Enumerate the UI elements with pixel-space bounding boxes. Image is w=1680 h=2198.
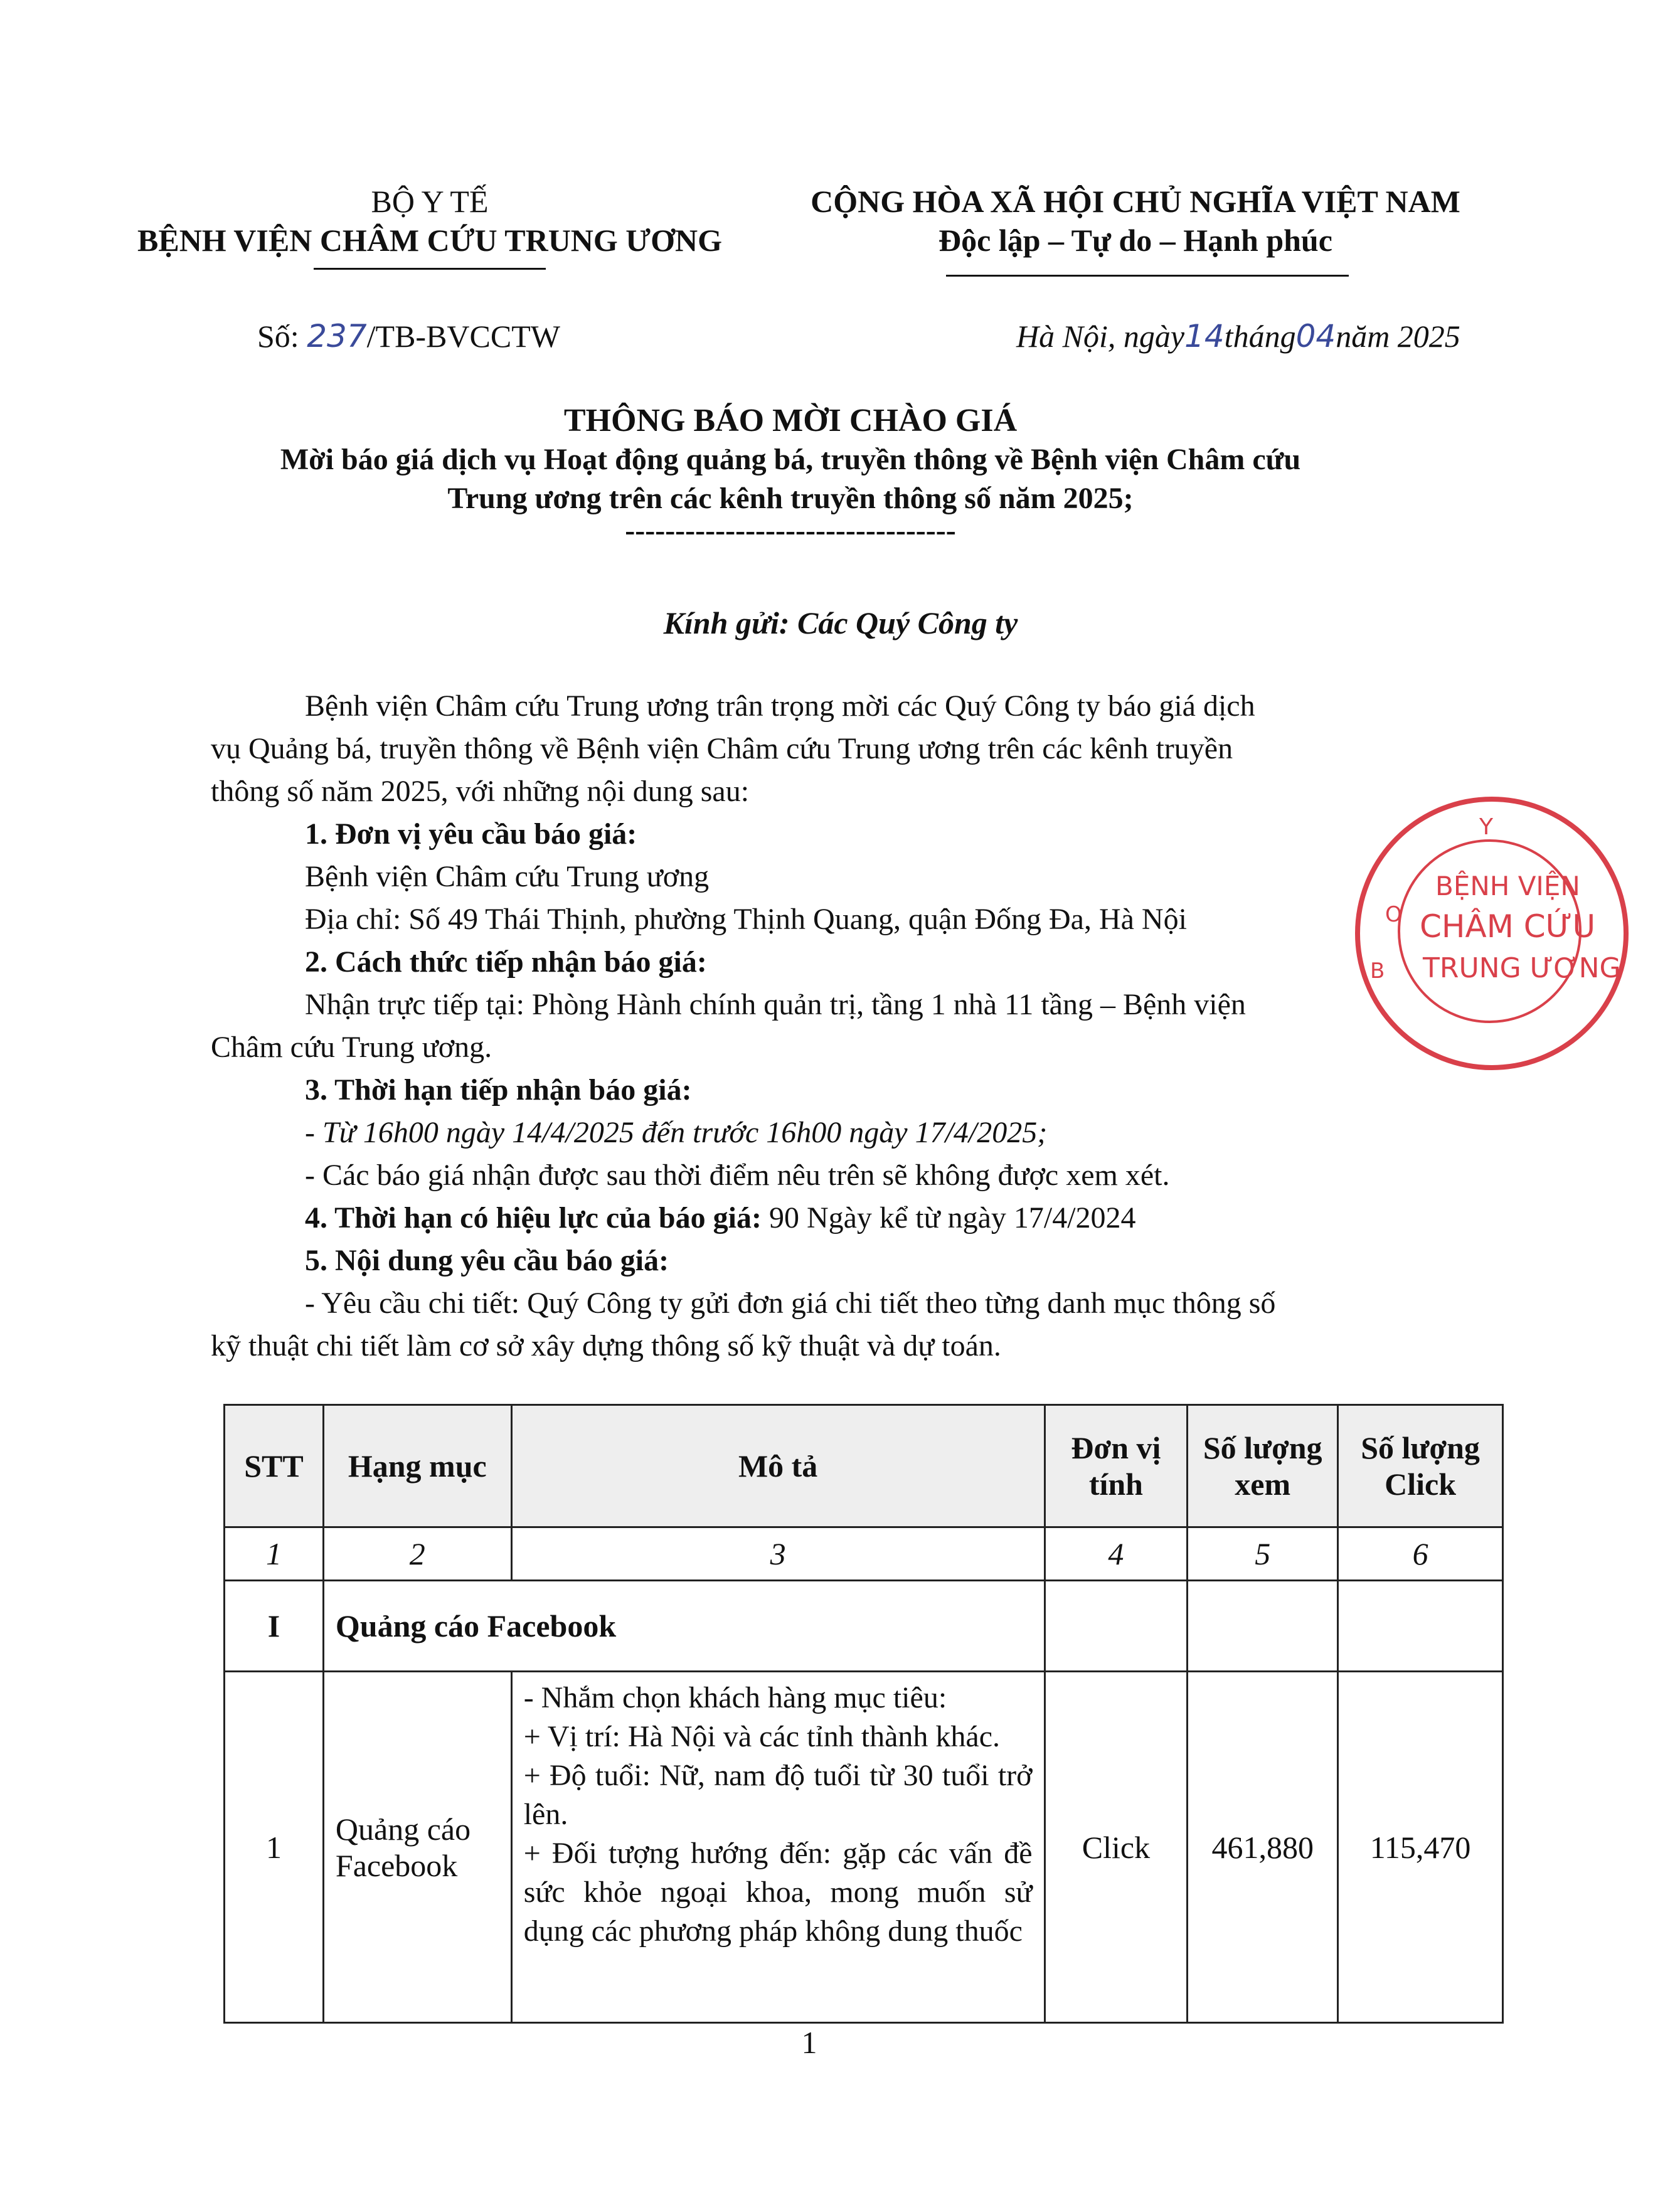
seal-left-letter: B xyxy=(1370,958,1385,984)
index-cell: 2 xyxy=(323,1527,511,1581)
section-2-title: 2. Cách thức tiếp nhận báo giá: xyxy=(305,945,707,979)
section-1-line-2: Địa chỉ: Số 49 Thái Thịnh, phường Thịnh Quang, quận Đống Đa, Hà Nội xyxy=(305,903,1187,936)
issuer-block xyxy=(100,182,759,260)
section-4 xyxy=(211,1197,1409,1240)
section-2-line-2: Châm cứu Trung ương. xyxy=(211,1031,492,1064)
header-clicks: Số lượng Click xyxy=(1338,1405,1503,1527)
desc-line: + Đối tượng hướng đến: gặp các vấn đề sức khỏe ngoại khoa, mong muốn sử dụng các phương pháp không dung thuốc xyxy=(523,1837,1033,1948)
desc-line: - Nhắm chọn khách hàng mục tiêu: xyxy=(523,1681,947,1714)
issuer-underline xyxy=(314,268,546,270)
seal-line-2: CHÂM CỨU xyxy=(1420,908,1596,945)
section-5-line-2: kỹ thuật chi tiết làm cơ sở xây dựng thông số kỹ thuật và dự toán. xyxy=(211,1329,1001,1362)
ministry-name: BỘ Y TẾ xyxy=(371,184,489,219)
section-5-line-1: - Yêu cầu chi tiết: Quý Công ty gửi đơn giá chi tiết theo từng danh mục thông số xyxy=(305,1287,1276,1320)
table-index-row xyxy=(225,1527,1503,1581)
index-cell: 4 xyxy=(1045,1527,1188,1581)
section-1-line-1: Bệnh viện Châm cứu Trung ương xyxy=(305,860,710,893)
notice-title-block xyxy=(100,401,1481,547)
section-3-line-2: - Các báo giá nhận được sau thời điểm nêu trên sẽ không được xem xét. xyxy=(305,1159,1170,1192)
official-seal xyxy=(1355,797,1629,1070)
desc-line: + Độ tuổi: Nữ, nam độ tuổi từ 30 tuổi trở lên. xyxy=(523,1759,1033,1831)
section-3-title: 3. Thời hạn tiếp nhận báo giá: xyxy=(305,1073,692,1107)
greeting: Kính gửi: Các Quý Công ty xyxy=(663,605,1018,640)
date-month: 04 xyxy=(1295,318,1336,354)
empty-cell xyxy=(1338,1581,1503,1672)
notice-subtitle-1: Mời báo giá dịch vụ Hoạt động quảng bá, truyền thông về Bệnh viện Châm cứu xyxy=(280,443,1301,476)
page-number: 1 xyxy=(801,2025,817,2060)
seal-top-letter: Y xyxy=(1479,814,1493,840)
index-cell: 1 xyxy=(225,1527,324,1581)
section-roman: I xyxy=(225,1581,324,1672)
desc-line: + Vị trí: Hà Nội và các tỉnh thành khác. xyxy=(523,1720,1000,1753)
empty-cell xyxy=(1045,1581,1188,1672)
section-4-value: 90 Ngày kể từ ngày 17/4/2024 xyxy=(761,1201,1136,1234)
seal-line-1: BỆNH VIỆN xyxy=(1435,871,1580,901)
intro-line-3: thông số năm 2025, với những nội dung sau: xyxy=(211,775,750,808)
section-3-line-1: - Từ 16h00 ngày 14/4/2025 đến trước 16h00 ngày 17/4/2025; xyxy=(305,1116,1048,1149)
row-description xyxy=(511,1672,1045,2023)
intro-line-1: Bệnh viện Châm cứu Trung ương trân trọng mời các Quý Công ty báo giá dịch xyxy=(305,689,1255,723)
table-row xyxy=(225,1672,1503,2023)
document-number xyxy=(257,317,560,356)
national-title-block xyxy=(765,182,1506,260)
header-stt: STT xyxy=(225,1405,324,1527)
date-year: năm 2025 xyxy=(1336,319,1460,354)
intro-line-2: vụ Quảng bá, truyền thông về Bệnh viện Châm cứu Trung ương trên các kênh truyền xyxy=(211,732,1233,765)
country-name: CỘNG HÒA XÃ HỘI CHỦ NGHĨA VIỆT NAM xyxy=(811,184,1460,219)
seal-left-letter-2: O xyxy=(1385,902,1402,927)
document-date xyxy=(1016,317,1460,356)
row-views: 461,880 xyxy=(1188,1672,1338,2023)
date-month-label: tháng xyxy=(1224,319,1296,354)
doc-number-handwritten: 237 xyxy=(307,318,367,354)
motto: Độc lập – Tự do – Hạnh phúc xyxy=(938,223,1332,258)
header-views: Số lượng xem xyxy=(1188,1405,1338,1527)
seal-line-3: TRUNG ƯƠNG xyxy=(1423,952,1621,984)
section-5-title: 5. Nội dung yêu cầu báo giá: xyxy=(305,1244,669,1277)
title-rule: --------------------------------- xyxy=(625,514,956,547)
notice-subtitle-2: Trung ương trên các kênh truyền thông số năm 2025; xyxy=(447,482,1134,515)
doc-number-prefix: Số: xyxy=(257,319,299,354)
body-text xyxy=(211,685,1409,1367)
quotation-table xyxy=(223,1404,1504,2024)
section-1-title: 1. Đơn vị yêu cầu báo giá: xyxy=(305,817,637,851)
section-2-line-1: Nhận trực tiếp tại: Phòng Hành chính quản trị, tầng 1 nhà 11 tầng – Bệnh viện xyxy=(305,988,1246,1021)
index-cell: 5 xyxy=(1188,1527,1338,1581)
section-4-title: 4. Thời hạn có hiệu lực của báo giá: xyxy=(305,1201,762,1234)
index-cell: 3 xyxy=(511,1527,1045,1581)
index-cell: 6 xyxy=(1338,1527,1503,1581)
header-unit: Đơn vị tính xyxy=(1045,1405,1188,1527)
date-prefix: Hà Nội, ngày xyxy=(1016,319,1185,354)
notice-title: THÔNG BÁO MỜI CHÀO GIÁ xyxy=(563,403,1018,438)
row-stt: 1 xyxy=(225,1672,324,2023)
motto-underline xyxy=(946,275,1349,277)
table-header-row xyxy=(225,1405,1503,1527)
header-item: Hạng mục xyxy=(323,1405,511,1527)
table-section-row xyxy=(225,1581,1503,1672)
date-day: 14 xyxy=(1184,318,1225,354)
header-description: Mô tả xyxy=(511,1405,1045,1527)
hospital-name: BỆNH VIỆN CHÂM CỨU TRUNG ƯƠNG xyxy=(137,223,722,258)
section-label: Quảng cáo Facebook xyxy=(323,1581,1045,1672)
row-item: Quảng cáo Facebook xyxy=(323,1672,511,2023)
doc-number-suffix: /TB-BVCCTW xyxy=(366,319,560,354)
empty-cell xyxy=(1188,1581,1338,1672)
row-clicks: 115,470 xyxy=(1338,1672,1503,2023)
row-unit: Click xyxy=(1045,1672,1188,2023)
